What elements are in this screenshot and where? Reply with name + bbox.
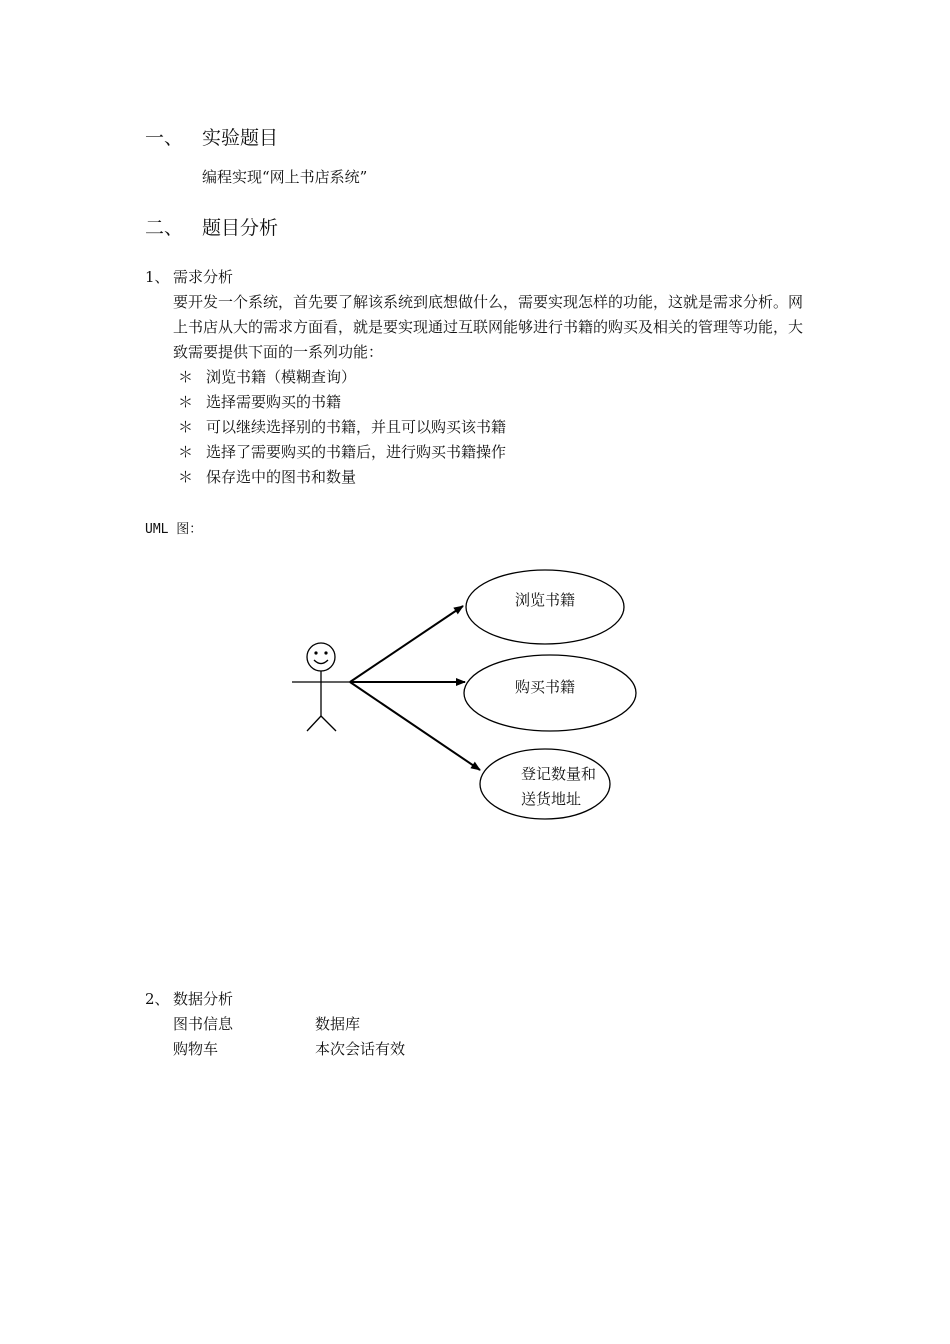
requirements-number: 1、 — [145, 268, 170, 286]
association-arrow — [350, 682, 480, 770]
data-analysis-title: 数据分析 — [173, 990, 234, 1008]
list-item-text: 选择了需要购买的书籍后，进行购买书籍操作 — [206, 443, 507, 461]
list-item-text: 浏览书籍（模糊查询） — [206, 368, 357, 386]
bullet-star-icon: ＊ — [178, 393, 194, 411]
association-arrow — [350, 606, 463, 682]
requirements-paragraph: 要开发一个系统，首先要了解该系统到底想做什么，需要实现怎样的功能，这就是需求分析。网上书店从大的需求方面看，就是要实现通过互联网能够进行书籍的购买及相关的管理等功能，大致需要提供下面的一系列功能： — [173, 293, 804, 361]
use-case-buy-books-label: 购买书籍 — [515, 678, 576, 696]
topic-text: 编程实现“网上书店系统” — [202, 168, 368, 186]
bullet-star-icon: ＊ — [178, 468, 194, 486]
data-row-name: 图书信息 — [173, 1015, 234, 1033]
use-case-browse-books-label: 浏览书籍 — [515, 591, 576, 609]
section-1-number: 一、 — [145, 127, 184, 149]
data-row-storage: 数据库 — [315, 1015, 361, 1033]
use-case-register-quantity-address — [480, 749, 610, 819]
data-analysis-number: 2、 — [145, 990, 170, 1008]
list-item-text: 选择需要购买的书籍 — [206, 393, 342, 411]
uml-label: UML 图： — [145, 522, 203, 537]
use-case-register-label-line1: 登记数量和 — [521, 765, 597, 783]
requirements-title: 需求分析 — [173, 268, 234, 286]
data-row-name: 购物车 — [173, 1040, 219, 1058]
section-1-title: 实验题目 — [202, 127, 279, 149]
section-2-title: 题目分析 — [202, 217, 279, 239]
use-case-register-label-line2: 送货地址 — [521, 790, 582, 808]
actor-stick-figure-icon — [292, 643, 350, 731]
data-row-storage: 本次会话有效 — [315, 1040, 406, 1058]
bullet-star-icon: ＊ — [178, 443, 194, 461]
section-2-number: 二、 — [145, 217, 184, 239]
list-item-text: 保存选中的图书和数量 — [206, 468, 357, 486]
bullet-star-icon: ＊ — [178, 368, 194, 386]
list-item-text: 可以继续选择别的书籍，并且可以购买该书籍 — [206, 418, 507, 436]
bullet-star-icon: ＊ — [178, 418, 194, 436]
